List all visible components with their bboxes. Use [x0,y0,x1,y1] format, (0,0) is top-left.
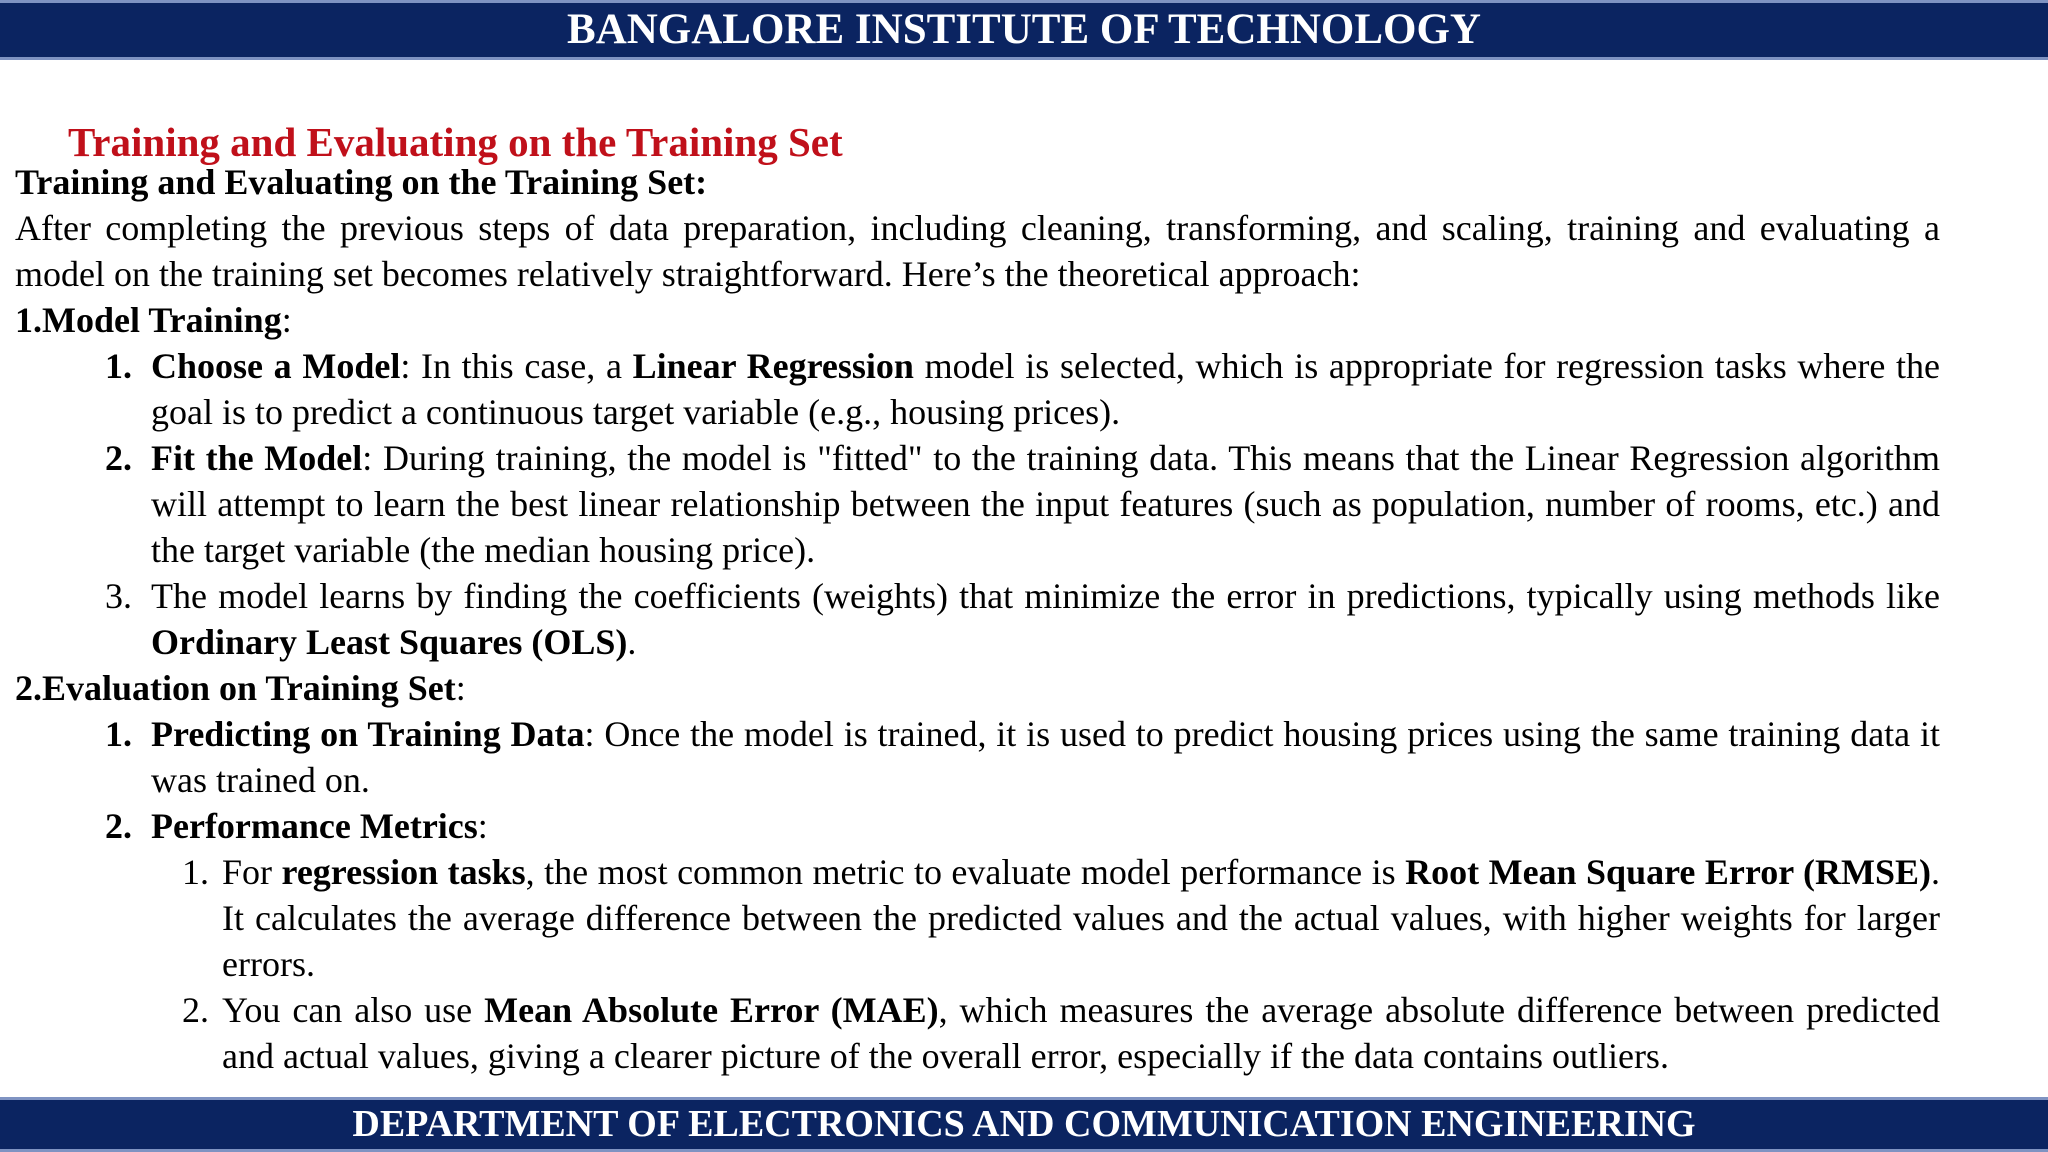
header-banner [0,0,2048,60]
section-model-training: 1.Model Training: [15,300,292,340]
model-training-list [15,343,1940,665]
subheading: Training and Evaluating on the Training Set: [15,162,708,202]
slide-title: Training and Evaluating on the Training Set [68,119,843,165]
section-evaluation: 2.Evaluation on Training Set: [15,668,466,708]
metrics-sublist [151,849,1940,1079]
list-item-choose-model: 1. Choose a Model: In this case, a Linear Regression model is selected, which is appropriate for regression tasks where the goal is to predict a continuous target variable (e.g., housing prices). [141,343,1940,435]
slide-content [15,159,1940,1079]
list-item-rmse: 1. For regression tasks, the most common metric to evaluate model performance is Root Mean Square Error (RMSE). It calculates the average difference between the predicted values and the actual values, with higher weights for larger errors. [218,849,1940,987]
intro-paragraph: After completing the previous steps of data preparation, including cleaning, transforming, and scaling, training and evaluating a model on the training set becomes relatively straightforward. Here’s the theoretical approach: [15,208,1940,294]
list-item-coefficients: 3. The model learns by finding the coefficients (weights) that minimize the error in predictions, typically using methods like Ordinary Least Squares (OLS). [141,573,1940,665]
footer-banner [0,1097,2048,1152]
list-item-predicting: 1. Predicting on Training Data: Once the model is trained, it is used to predict housing prices using the same training data it was trained on. [141,711,1940,803]
section-label: 2.Evaluation on Training Set [15,668,456,708]
list-item-mae: 2. You can also use Mean Absolute Error (MAE), which measures the average absolute difference between predicted and actual values, giving a clearer picture of the overall error, especially if the data contains outliers. [218,987,1940,1079]
footer-title: DEPARTMENT OF ELECTRONICS AND COMMUNICATION ENGINEERING [352,1103,1696,1145]
evaluation-list [15,711,1940,1079]
list-item-metrics: 2. Performance Metrics: 1. For regression tasks, the most common metric to evaluate model performance is Root Mean Square Error (RMSE). It calculates the average difference between the predicted values and the actual values, with higher weights for larger errors. 2. You can also use Mean Absolute Error (MAE), which measures the average absolute difference between predicted and actual values, giving a clearer picture of the overall error, especially if the data contains outliers. [141,803,1940,1079]
header-title: BANGALORE INSTITUTE OF TECHNOLOGY [567,6,1481,53]
section-label: 1.Model Training [15,300,282,340]
list-item-fit-model: 2. Fit the Model: During training, the model is "fitted" to the training data. This means that the Linear Regression algorithm will attempt to learn the best linear relationship between the input features (such as population, number of rooms, etc.) and the target variable (the median housing price). [141,435,1940,573]
